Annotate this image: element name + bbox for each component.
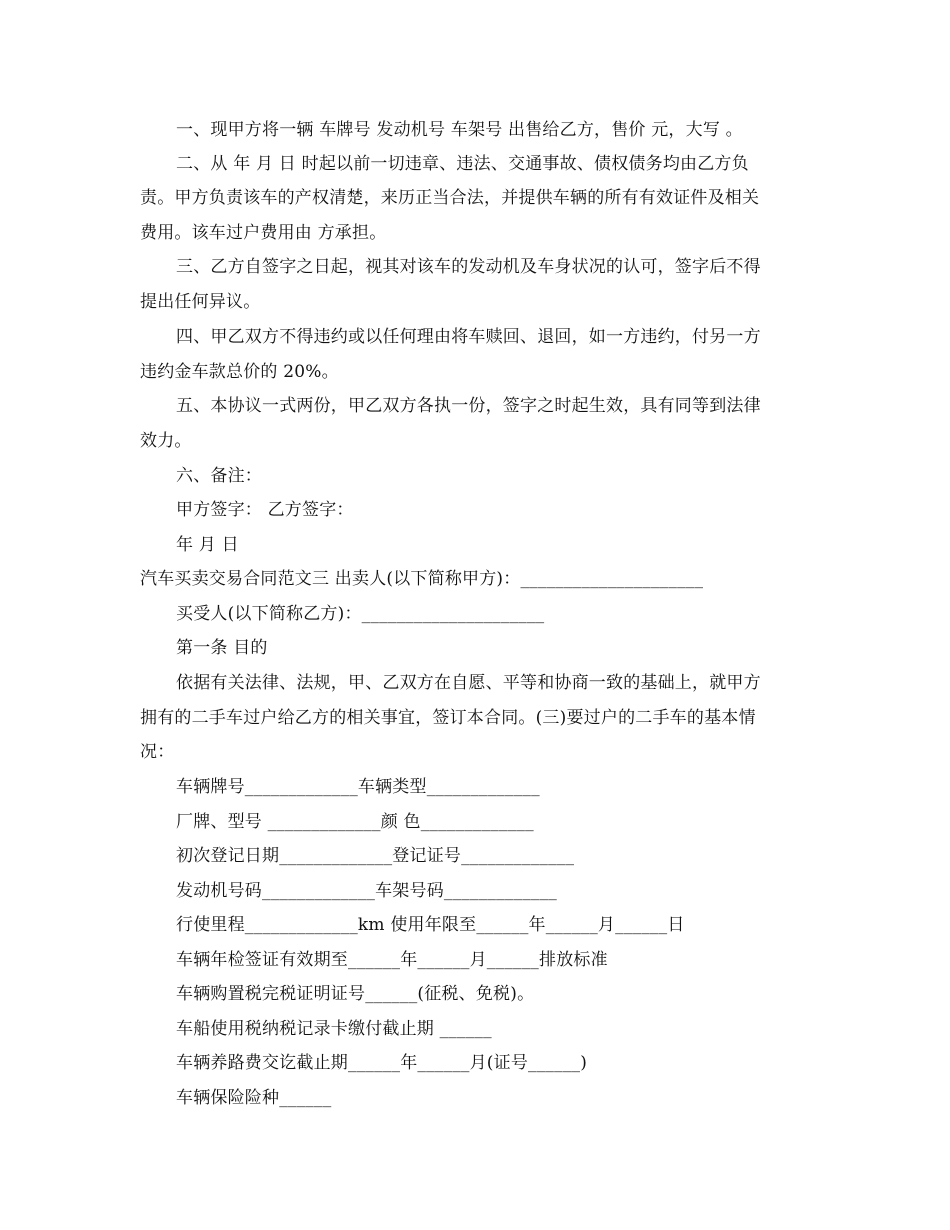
paragraph-line: 六、备注： [176,466,262,486]
form-field-line: 厂牌、型号 _____________颜 色_____________ [176,812,534,832]
form-field-line: 车辆购置税完税证明证号______(征税、免税)。 [176,984,535,1004]
form-field-line: 发动机号码_____________车架号码_____________ [176,881,557,901]
paragraph-line: 二、从 年 月 日 时起以前一切违章、违法、交通事故、债权债务均由乙方负 [176,154,749,174]
form-field-line: 初次登记日期_____________登记证号_____________ [176,846,575,866]
paragraph-line: 违约金车款总价的 20%。 [140,362,339,382]
paragraph-line: 依据有关法律、法规，甲、乙双方在自愿、平等和协商一致的基础上，就甲方 [176,673,761,693]
paragraph-line: 一、现甲方将一辆 车牌号 发动机号 车架号 出售给乙方，售价 元，大写 。 [176,120,743,140]
paragraph-line: 费用。该车过户费用由 方承担。 [140,223,387,243]
paragraph-line: 拥有的二手车过户给乙方的相关事宜，签订本合同。(三)要过户的二手车的基本情 [140,708,756,728]
signature-line: 甲方签字： 乙方签字： [176,500,354,520]
paragraph-line: 效力。 [140,431,192,451]
form-field-line: 车辆保险险种______ [176,1088,332,1108]
form-field-line: 车辆养路费交讫截止期______年______月(证号______) [176,1053,588,1073]
article-heading: 第一条 目的 [176,638,268,658]
form-field-line: 行使里程_____________km 使用年限至______年______月______日 [176,915,685,935]
paragraph-line: 况： [140,742,175,762]
section-heading: 汽车买卖交易合同范文三 出卖人(以下简称甲方)：_____________________ [140,569,704,589]
paragraph-line: 责。甲方负责该车的产权清楚，来历正当合法，并提供车辆的所有有效证件及相关 [140,188,760,208]
paragraph-line: 四、甲乙双方不得违约或以任何理由将车赎回、退回，如一方违约，付另一方 [176,327,761,347]
paragraph-line: 提出任何异议。 [140,292,261,312]
form-field-line: 车辆年检签证有效期至______年______月______排放标准 [176,950,608,970]
paragraph-line: 三、乙方自签字之日起，视其对该车的发动机及车身状况的认可，签字后不得 [176,257,761,277]
form-field-line: 车辆牌号_____________车辆类型_____________ [176,777,540,797]
paragraph-line: 五、本协议一式两份，甲乙双方各执一份，签字之时起生效，具有同等到法律 [176,396,761,416]
date-line: 年 月 日 [176,535,239,555]
form-field-line: 车船使用税纳税记录卡缴付截止期 ______ [176,1019,492,1039]
paragraph-line: 买受人(以下简称乙方)：_____________________ [176,604,545,624]
